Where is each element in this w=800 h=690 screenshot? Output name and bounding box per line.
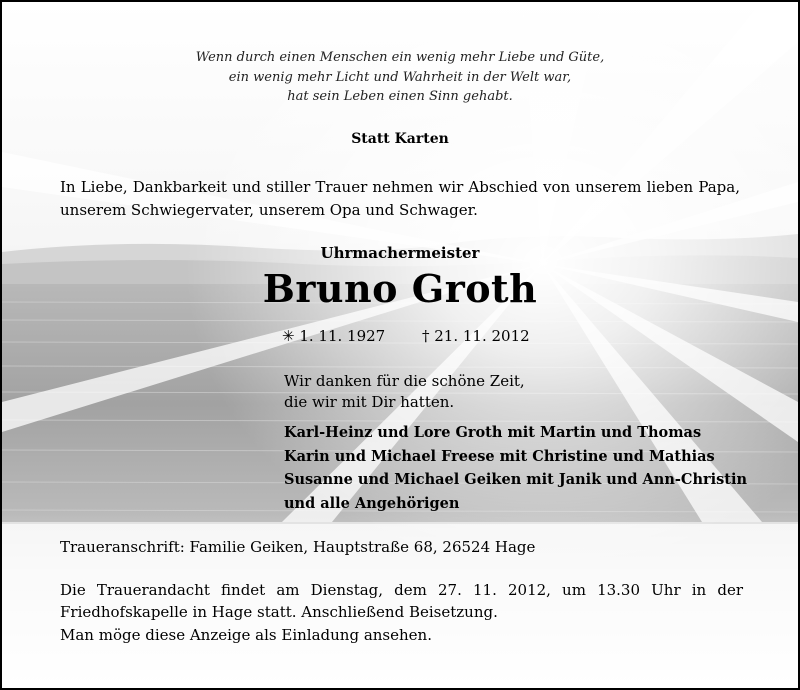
service-info <box>60 580 743 623</box>
quote-line: ein wenig mehr Licht und Wahrheit in der Welt war, <box>228 69 572 85</box>
deceased-name: Bruno Groth <box>262 266 538 311</box>
mourner-line: und alle Angehörigen <box>284 494 460 512</box>
thanks-line: Wir danken für die schöne Zeit, <box>284 372 525 390</box>
thanks-text <box>284 371 525 413</box>
service-line: Friedhofskapelle in Hage statt. Anschließend Beisetzung. <box>60 602 498 621</box>
deceased-profession: Uhrmachermeister <box>320 244 480 262</box>
death-date: † 21. 11. 2012 <box>422 327 530 345</box>
mourning-address: Traueranschrift: Familie Geiken, Hauptstraße 68, 26524 Hage <box>60 538 536 556</box>
thanks-line: die wir mit Dir hatten. <box>284 393 455 411</box>
obituary-content <box>2 2 798 688</box>
service-line: Die Trauerandacht findet am Dienstag, dem 27. 11. 2012, um 13.30 Uhr in der <box>60 581 743 599</box>
quote-line: Wenn durch einen Menschen ein wenig mehr Liebe und Güte, <box>195 50 605 65</box>
mourners-list <box>284 421 747 515</box>
mourner-line: Karin und Michael Freese mit Christine und Mathias <box>284 447 715 465</box>
heading: Statt Karten <box>351 131 449 147</box>
birth-date: ✳ 1. 11. 1927 <box>282 327 386 345</box>
memorial-quote <box>2 48 798 107</box>
mourner-line: Susanne und Michael Geiken mit Janik und Ann-Christin <box>284 471 748 488</box>
quote-line: hat sein Leben einen Sinn gehabt. <box>287 89 513 104</box>
invitation-note: Man möge diese Anzeige als Einladung ansehen. <box>60 626 432 644</box>
mourner-line: Karl-Heinz und Lore Groth mit Martin und Thomas <box>284 424 702 441</box>
intro-text: In Liebe, Dankbarkeit und stiller Trauer nehmen wir Abschied von unserem lieben Papa, unserem Schwiegervater, unserem Opa und Schwager. <box>60 178 740 219</box>
